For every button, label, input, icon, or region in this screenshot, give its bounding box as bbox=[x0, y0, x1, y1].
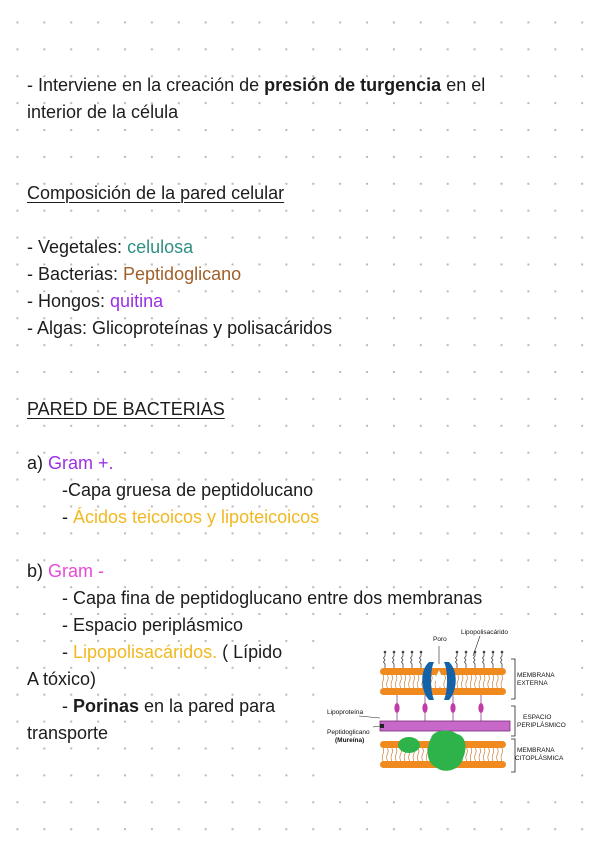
gram-negative-line-5: - Porinas en la pared para bbox=[62, 696, 276, 716]
composition-item-algas: - Algas: Glicoproteínas y polisacáridos bbox=[27, 318, 333, 338]
gram-negative-line-4: A tóxico) bbox=[27, 669, 97, 689]
outer-membrane-bottom-row bbox=[380, 688, 506, 695]
label-lipoproteina: Lipoproteína bbox=[327, 709, 364, 716]
gram-positive-line-1: -Capa gruesa de peptidolucano bbox=[62, 480, 314, 500]
label-membrana-cito-2: CITOPLÁSMICA bbox=[515, 755, 564, 762]
label-espacio-1: ESPACIO bbox=[523, 714, 552, 721]
intro-line-1: - Interviene en la creación de presión de turgencia en el bbox=[27, 75, 486, 95]
label-espacio-2: PERIPLÁSMICO bbox=[517, 722, 566, 729]
label-poro: Poro bbox=[433, 636, 447, 643]
composition-item-hongos: - Hongos: quitina bbox=[27, 291, 164, 311]
lipopolysaccharide-chains bbox=[384, 651, 504, 668]
label-membrana-externa-1: MEMBRANA bbox=[517, 672, 555, 679]
outer-membrane-top-row bbox=[380, 668, 506, 675]
turgor-pressure-term: presión de turgencia bbox=[264, 75, 442, 95]
lipoprotein-markers bbox=[394, 695, 483, 721]
composition-item-bacterias: - Bacterias: Peptidoglicano bbox=[27, 264, 242, 284]
gram-negative-line-3: - Lipopolisacáridos. ( Lípido bbox=[62, 642, 283, 662]
label-membrana-cito-1: MEMBRANA bbox=[517, 747, 555, 754]
gram-negative-line-2: - Espacio periplásmico bbox=[62, 615, 244, 635]
label-mureina: (Mureína) bbox=[335, 737, 365, 744]
gram-positive-line-2: - Ácidos teicoicos y lipoteicoicos bbox=[62, 507, 320, 527]
gram-negative-line-6: transporte bbox=[27, 723, 109, 743]
label-membrana-externa-2: EXTERNA bbox=[517, 680, 548, 687]
label-peptidoglicano: Peptidoglicano bbox=[327, 729, 370, 736]
gram-positive-title: a) Gram +. bbox=[27, 453, 114, 473]
label-lipopolisacarido: Lipopolisacárido bbox=[461, 629, 508, 636]
gram-negative-wall-diagram bbox=[325, 626, 567, 778]
gram-negative-title: b) Gram - bbox=[27, 561, 105, 581]
intro-line-2: interior de la célula bbox=[27, 102, 179, 122]
membrane-protein-large bbox=[428, 731, 466, 771]
bacteria-wall-heading: PARED DE BACTERIAS bbox=[27, 399, 225, 419]
composition-item-vegetales: - Vegetales: celulosa bbox=[27, 237, 194, 257]
membrane-protein-small bbox=[398, 737, 420, 753]
gram-negative-line-1: - Capa fina de peptidoglucano entre dos membranas bbox=[62, 588, 483, 608]
composition-heading: Composición de la pared celular bbox=[27, 183, 285, 203]
peptidoglycan-layer bbox=[380, 721, 510, 731]
outer-membrane-lipid-tails bbox=[382, 675, 502, 688]
